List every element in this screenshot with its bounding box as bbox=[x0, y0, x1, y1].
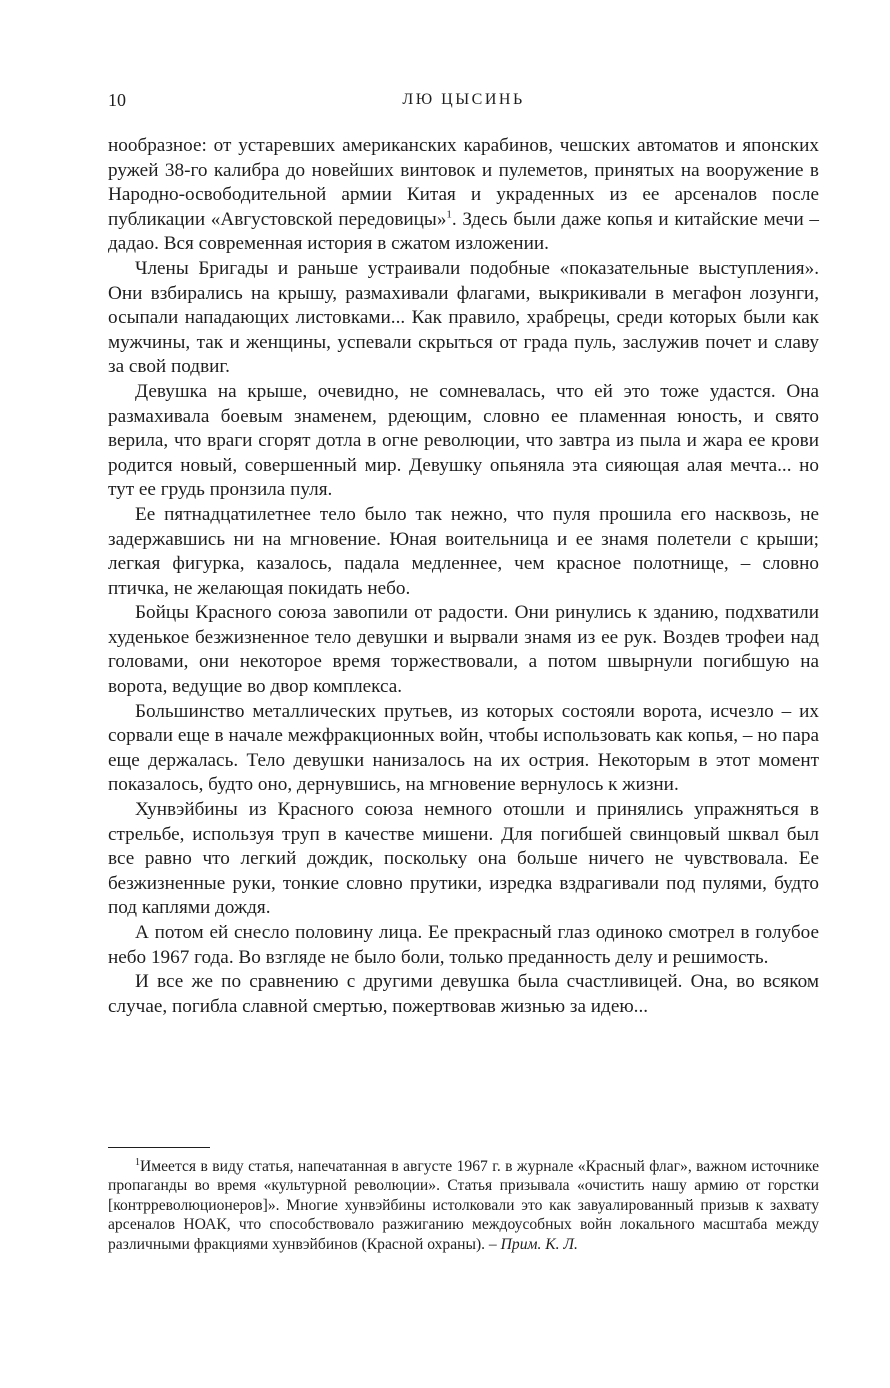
page-number: 10 bbox=[108, 90, 126, 110]
paragraph-text: . Здесь были даже копья и китайские мечи – дадао. Вся современная история в сжатом изложении. bbox=[108, 208, 819, 255]
paragraph: Члены Бригады и раньше устраивали подобные «показательные выступления». Они взбирались на крышу, размахивали флагами, выкрикивали в мегафон лозунги, осыпали нападающих листовками... Как правило, храбрецы, среди которых были как мужчины, так и женщины, успевали скрыться от града пуль, заслужив почет и славу за свой подвиг. bbox=[108, 257, 819, 378]
footnote-text: Имеется в виду статья, напечатанная в августе 1967 г. в журнале «Красный флаг», важном источнике пропаганды во время «культурной революции». Статья призывала «очистить нашу армию от горстки [контрреволюционеров]». Многие хунвэйбины истолковали это как завуалированный призыв к захвату арсеналов НОАК, что способствовало разжиганию междоусобных войн локального масштаба между различными фракциями хунвэйбинов (Красной охраны). – bbox=[108, 1158, 819, 1253]
footnote-attribution: Прим. К. Л. bbox=[500, 1235, 578, 1253]
paragraph: Девушка на крыше, очевидно, не сомневалась, что ей это тоже удастся. Она размахивала боевым знаменем, рдеющим, словно ее пламенная юность, и свято верила, что враги сгорят дотла в огне революции, что завтра из пыла и жара ее крови родится новый, совершенный мир. Девушку опьяняла эта сияющая алая мечта... но тут ее грудь пронзила пуля. bbox=[108, 380, 819, 501]
footnote-marker: 1 bbox=[135, 1156, 140, 1168]
running-head bbox=[108, 88, 819, 112]
footnote-reference[interactable]: 1 bbox=[446, 208, 452, 221]
paragraph: Ее пятнадцатилетнее тело было так нежно, что пуля прошила его насквозь, не задержавшись ни на мгновение. Юная воительница и ее знамя полетели с крыши; легкая фигурка, казалось, падала медленнее, чем красное полотнище, – словно птичка, не желающая покидать небо. bbox=[108, 503, 819, 599]
paragraph bbox=[108, 134, 819, 257]
paragraph: А потом ей снесло половину лица. Ее прекрасный глаз одиноко смотрел в голубое небо 1967 года. Во взгляде не было боли, только преданность делу и решимость. bbox=[108, 922, 819, 968]
paragraph: И все же по сравнению с другими девушка была счастливицей. Она, во всяком случае, погибла славной смертью, пожертвовав жизнью за идею... bbox=[108, 971, 819, 1017]
footnote bbox=[108, 1157, 819, 1254]
paragraph-text: нообразное: от устаревших американских карабинов, чешских автоматов и японских ружей 38-го калибра до новейших винтовок и пулеметов, принятых на вооружение в Народно-освободительной армии Китая и украденных из ее арсеналов после публикации «Августовской передовицы» bbox=[108, 135, 819, 230]
paragraph: Хунвэйбины из Красного союза немного отошли и принялись упражняться в стрельбе, используя труп в качестве мишени. Для погибшей свинцовый шквал был все равно что легкий дождик, поскольку она больше ничего не чувствовала. Ее безжизненные руки, тонкие словно прутики, изредка вздрагивали под пулями, будто под каплями дождя. bbox=[108, 799, 819, 919]
body-text bbox=[108, 134, 819, 1019]
running-title: ЛЮ ЦЫСИНЬ bbox=[402, 91, 525, 108]
paragraph: Бойцы Красного союза завопили от радости. Они ринулись к зданию, подхватили худенькое безжизненное тело девушки и вырвали знамя из ее рук. Воздев трофеи над головами, они некоторое время торжествовали, а потом швырнули погибшую на ворота, ведущие во двор комплекса. bbox=[108, 602, 819, 698]
footnote-divider bbox=[108, 1147, 210, 1148]
paragraph: Большинство металлических прутьев, из которых состояли ворота, исчезло – их сорвали еще в начале межфракционных войн, чтобы использовать как копья, – но пара еще держалась. Тело девушки нанизалось на их острия. Некоторым в этот момент показалось, будто оно, дернувшись, на мгновение вернулось к жизни. bbox=[108, 700, 819, 796]
